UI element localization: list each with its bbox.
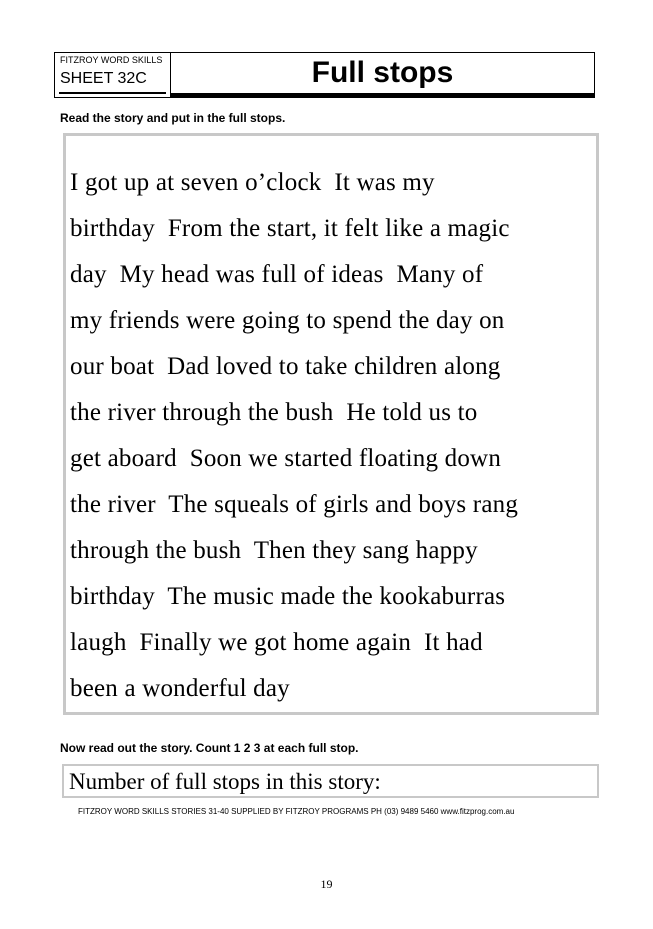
story-line: my friends were going to spend the day on [70, 307, 505, 334]
page-number: 19 [320, 877, 333, 891]
page-title: Full stops [311, 56, 454, 89]
story-line: birthday The music made the kookaburras [70, 583, 506, 610]
worksheet-header [54, 52, 595, 98]
sheet-number: SHEET 32C [60, 70, 147, 87]
story-line: get aboard Soon we started floating down [70, 445, 502, 472]
story-line: been a wonderful day [70, 675, 290, 702]
story-line: I got up at seven o’clock It was my [70, 169, 435, 196]
sheet-underline [59, 92, 166, 94]
story-line: day My head was full of ideas Many of [70, 261, 484, 288]
story-line: through the bush Then they sang happy [70, 537, 478, 564]
story-line: the river The squeals of girls and boys rang [70, 491, 519, 518]
footer-credits: FITZROY WORD SKILLS STORIES 31-40 SUPPLIED BY FITZROY PROGRAMS PH (03) 9489 5460 www.fitzprog.com.au [78, 807, 515, 816]
story-box [63, 133, 599, 715]
answer-label: Number of full stops in this story: [69, 769, 381, 794]
sheet-label-box [55, 53, 171, 97]
title-box [171, 53, 594, 97]
answer-box[interactable] [62, 764, 599, 798]
count-instruction: Now read out the story. Count 1 2 3 at each full stop. [60, 741, 359, 755]
story-line: our boat Dad loved to take children along [70, 353, 501, 380]
story-line: birthday From the start, it felt like a magic [70, 215, 510, 242]
series-name: FITZROY WORD SKILLS [60, 55, 163, 65]
story-line: laugh Finally we got home again It had [70, 629, 483, 656]
read-instruction: Read the story and put in the full stops. [60, 111, 286, 125]
story-line: the river through the bush He told us to [70, 399, 478, 426]
title-underline-bar [171, 93, 594, 97]
